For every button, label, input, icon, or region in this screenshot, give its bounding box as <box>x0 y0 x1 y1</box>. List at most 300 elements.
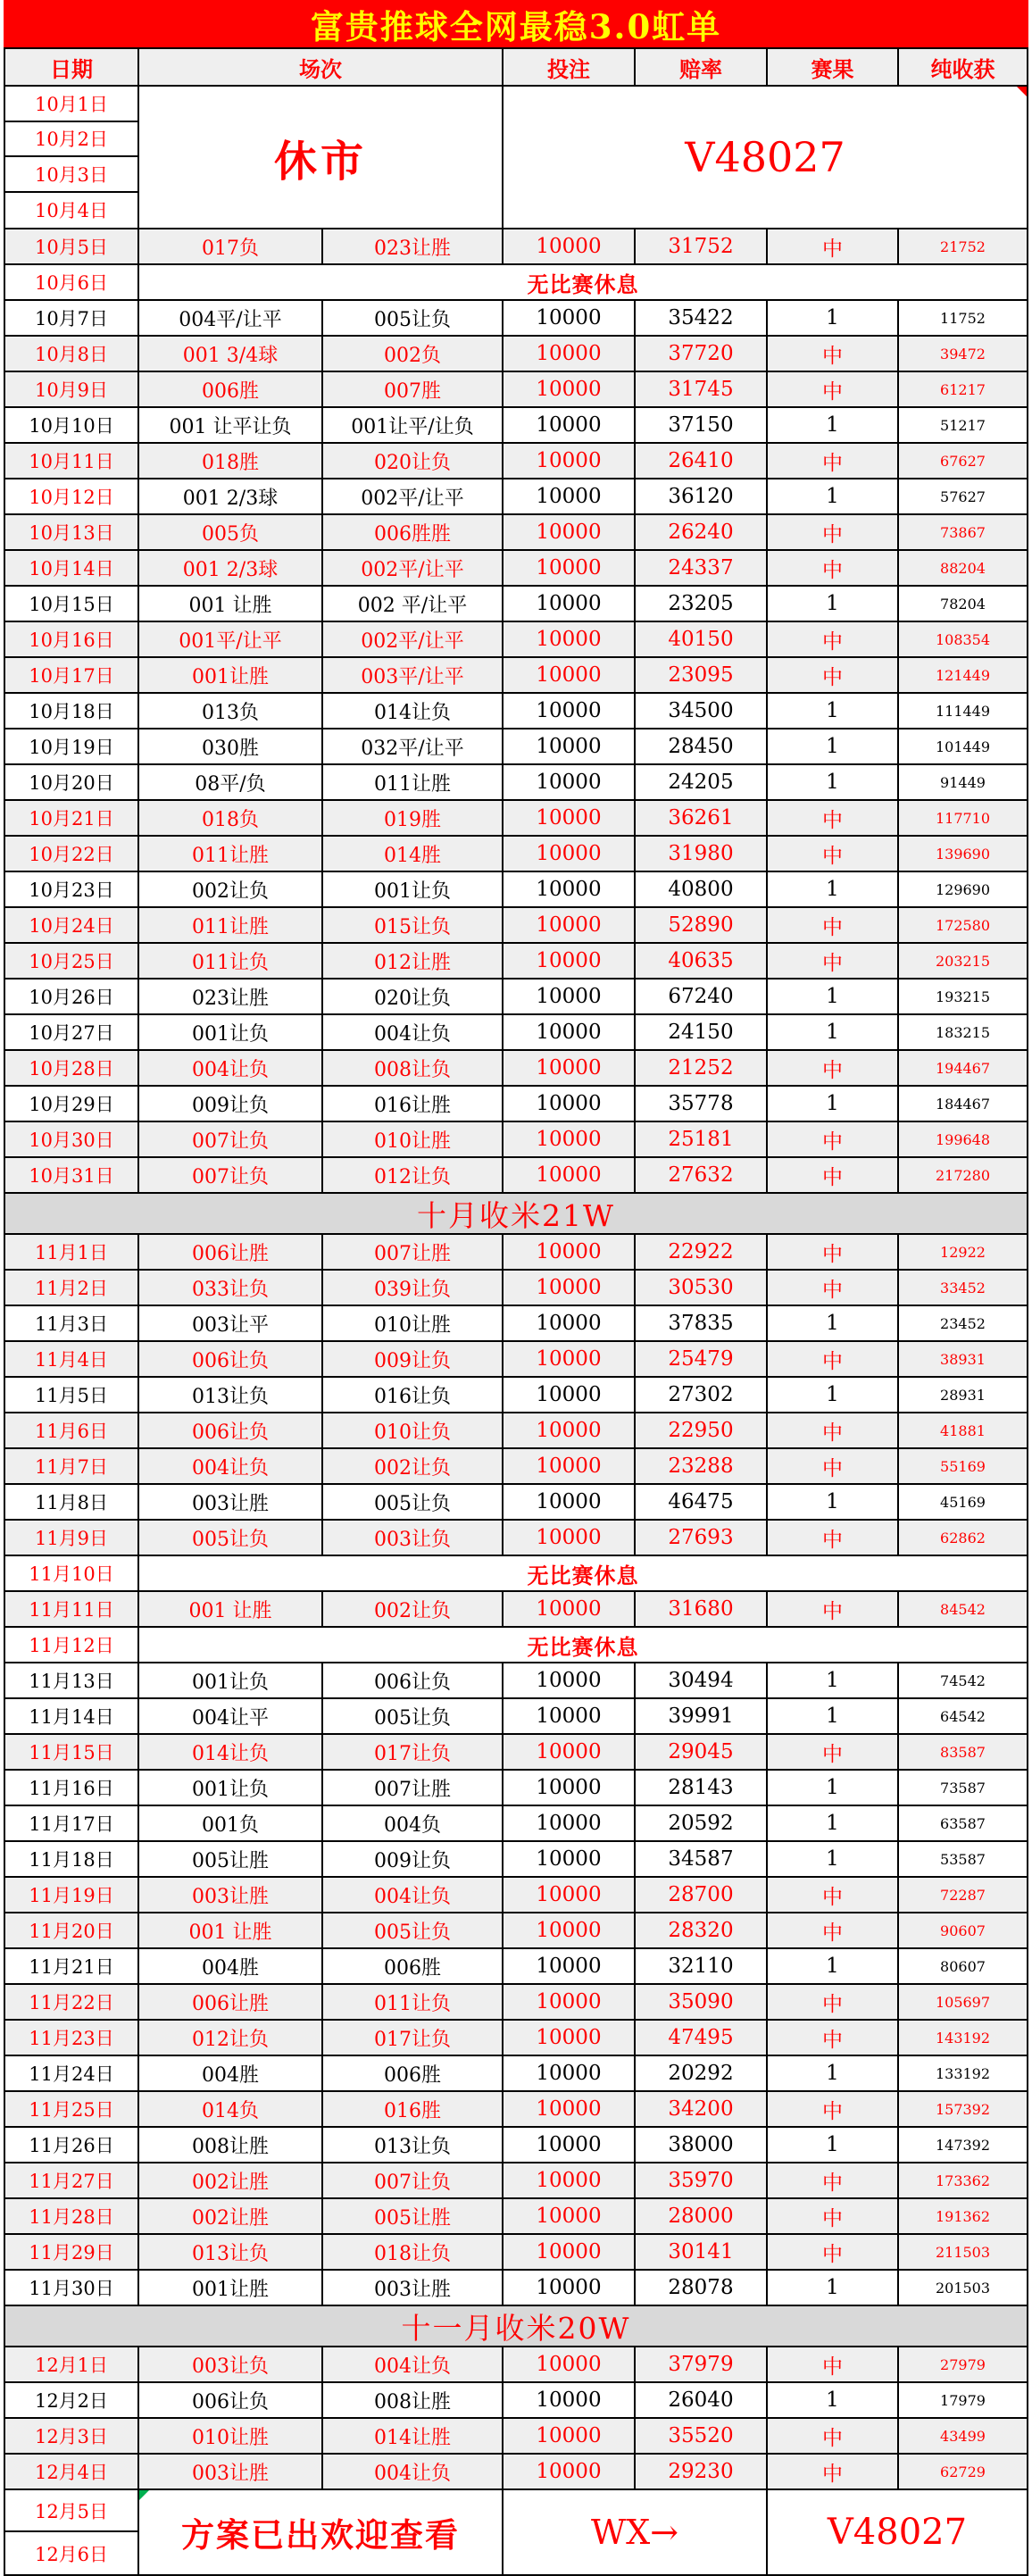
table-row <box>5 1122 1027 1158</box>
odds-cell: 37979 <box>636 2347 768 2381</box>
table-row <box>5 837 1027 872</box>
profit-cell: 73587 <box>940 1779 986 1797</box>
profit-cell: 201503 <box>935 2279 991 2297</box>
match1-cell: 007让负 <box>139 1122 323 1156</box>
odds-cell: 25181 <box>636 1122 768 1156</box>
odds-cell: 25479 <box>636 1342 768 1376</box>
bet-cell: 10000 <box>504 2347 636 2381</box>
table-row <box>5 587 1027 622</box>
profit-cell: 12922 <box>940 1243 986 1261</box>
match1-cell: 017负 <box>139 229 323 263</box>
date-cell: 11月22日 <box>5 1985 139 2019</box>
match1-cell: 003让负 <box>139 2347 323 2381</box>
match2-cell: 032平/让平 <box>323 729 504 763</box>
date-cell: 10月14日 <box>5 551 139 585</box>
date-cell: 12月2日 <box>5 2383 139 2417</box>
bet-cell: 10000 <box>504 1051 636 1085</box>
match1-cell: 001 让胜 <box>139 587 323 621</box>
bet-cell: 10000 <box>504 2383 636 2417</box>
table-row <box>5 1485 1027 1521</box>
profit-cell: 27979 <box>940 2355 986 2373</box>
result-cell: 中 <box>768 1878 899 1912</box>
table-row <box>5 1015 1027 1051</box>
bet-cell: 10000 <box>504 372 636 406</box>
match2-cell: 004负 <box>323 1806 504 1840</box>
rest-notice: 无比赛休息 <box>527 1562 639 1588</box>
bet-cell: 10000 <box>504 1413 636 1447</box>
result-cell: 中 <box>768 1413 899 1447</box>
bet-cell: 10000 <box>504 479 636 513</box>
profit-cell: 55169 <box>940 1457 986 1475</box>
betting-results-sheet <box>4 0 1028 2576</box>
table-row <box>5 2455 1027 2490</box>
result-cell: 1 <box>768 479 899 513</box>
match2-cell: 002负 <box>323 337 504 371</box>
match1-cell: 033让负 <box>139 1271 323 1305</box>
match1-cell: 003让平 <box>139 1306 323 1340</box>
table-row <box>5 980 1027 1015</box>
date-cell: 10月17日 <box>5 658 139 692</box>
profit-cell: 53587 <box>940 1850 986 1868</box>
match1-cell: 004平/让平 <box>139 301 323 335</box>
match2-cell: 006胜 <box>323 1949 504 1983</box>
profit-cell: 91449 <box>940 773 986 791</box>
date-cell: 10月6日 <box>5 265 139 299</box>
table-row <box>5 1521 1027 1556</box>
match1-cell: 005负 <box>139 515 323 549</box>
table-row <box>5 2128 1027 2163</box>
match1-cell: 014让负 <box>139 1735 323 1769</box>
table-row <box>5 1878 1027 1913</box>
date-cell: 10月24日 <box>5 908 139 942</box>
date-cell: 10月2日 <box>5 122 137 158</box>
match1-cell: 001 让平让负 <box>139 408 323 442</box>
match1-cell: 030胜 <box>139 729 323 763</box>
match1-cell: 011让胜 <box>139 837 323 871</box>
bet-cell: 10000 <box>504 2271 636 2305</box>
header-bet: 投注 <box>504 49 636 85</box>
odds-cell: 46475 <box>636 1485 768 1519</box>
table-row <box>5 1306 1027 1342</box>
match2-cell: 008让负 <box>323 1051 504 1085</box>
profit-cell: 62862 <box>940 1529 986 1546</box>
sheet-title: 富贵推球全网最稳3.0虹单 <box>4 0 1028 47</box>
date-cell: 11月3日 <box>5 1306 139 1340</box>
odds-cell: 28143 <box>636 1771 768 1805</box>
date-cell: 11月8日 <box>5 1485 139 1519</box>
odds-cell: 36261 <box>636 801 768 835</box>
bet-cell: 10000 <box>504 980 636 1013</box>
odds-cell: 24337 <box>636 551 768 585</box>
match2-cell: 011让胜 <box>323 765 504 799</box>
match1-cell: 004让平 <box>139 1699 323 1733</box>
match1-cell: 013让负 <box>139 2235 323 2269</box>
date-cell: 10月11日 <box>5 444 139 478</box>
wechat-label: WX→ <box>504 2490 768 2574</box>
profit-cell: 41881 <box>940 1421 986 1439</box>
result-cell: 1 <box>768 980 899 1013</box>
result-cell: 中 <box>768 1271 899 1305</box>
table-row <box>5 2163 1027 2199</box>
date-cell: 10月13日 <box>5 515 139 549</box>
table-body <box>5 87 1027 2574</box>
date-cell: 11月12日 <box>5 1628 139 1662</box>
date-cell: 12月6日 <box>34 2543 109 2565</box>
match1-cell: 001让负 <box>139 1015 323 1049</box>
bet-cell: 10000 <box>504 872 636 906</box>
date-cell: 10月26日 <box>5 980 139 1013</box>
bet-cell: 10000 <box>504 2419 636 2453</box>
results-table <box>4 47 1028 2576</box>
match2-cell: 009让负 <box>323 1342 504 1376</box>
date-cell: 10月1日 <box>5 87 137 122</box>
date-cell: 11月17日 <box>5 1806 139 1840</box>
table-row <box>5 408 1027 444</box>
result-cell: 中 <box>768 1592 899 1626</box>
profit-cell: 194467 <box>935 1059 991 1077</box>
date-column <box>5 2490 139 2574</box>
result-cell: 中 <box>768 1913 899 1947</box>
match2-cell: 014让负 <box>323 694 504 728</box>
match2-cell: 002 平/让平 <box>323 587 504 621</box>
match1-cell: 006让负 <box>139 1413 323 1447</box>
result-cell: 1 <box>768 2271 899 2305</box>
date-cell: 11月25日 <box>5 2092 139 2126</box>
rest-day-row <box>5 1628 1027 1663</box>
odds-cell: 29045 <box>636 1735 768 1769</box>
bet-cell: 10000 <box>504 2199 636 2233</box>
table-row <box>5 2419 1027 2455</box>
bet-cell: 10000 <box>504 1122 636 1156</box>
match1-cell: 006让胜 <box>139 1985 323 2019</box>
profit-cell: 28931 <box>940 1386 986 1404</box>
result-cell: 1 <box>768 2128 899 2162</box>
match2-cell: 039让负 <box>323 1271 504 1305</box>
match2-cell: 007让胜 <box>323 1235 504 1269</box>
date-cell: 11月21日 <box>5 1949 139 1983</box>
match1-cell: 010让胜 <box>139 2419 323 2453</box>
profit-cell: 117710 <box>935 809 991 827</box>
match1-cell: 004胜 <box>139 2056 323 2090</box>
profit-cell: 147392 <box>935 2136 991 2154</box>
date-cell: 10月9日 <box>5 372 139 406</box>
result-cell: 1 <box>768 408 899 442</box>
bet-cell: 10000 <box>504 694 636 728</box>
profit-cell: 39472 <box>940 345 986 363</box>
match2-cell: 023让胜 <box>323 229 504 263</box>
match2-cell: 019胜 <box>323 801 504 835</box>
profit-cell: 23452 <box>940 1314 986 1332</box>
match1-cell: 001让胜 <box>139 2271 323 2305</box>
result-cell: 1 <box>768 301 899 335</box>
bet-cell: 10000 <box>504 444 636 478</box>
bet-cell: 10000 <box>504 908 636 942</box>
odds-cell: 20592 <box>636 1806 768 1840</box>
match2-cell: 003让胜 <box>323 2271 504 2305</box>
profit-cell: 191362 <box>935 2207 991 2225</box>
match2-cell: 013让负 <box>323 2128 504 2162</box>
table-row <box>5 1663 1027 1699</box>
match2-cell: 020让负 <box>323 444 504 478</box>
table-row <box>5 2347 1027 2383</box>
odds-cell: 31980 <box>636 837 768 871</box>
result-cell: 中 <box>768 908 899 942</box>
month-summary-row <box>5 1194 1027 1235</box>
table-row <box>5 2383 1027 2419</box>
match2-cell: 002平/让平 <box>323 622 504 656</box>
comment-marker-red-icon <box>1017 87 1027 96</box>
table-row <box>5 1985 1027 2021</box>
match2-cell: 002平/让平 <box>323 479 504 513</box>
match2-cell: 005让负 <box>323 1485 504 1519</box>
date-cell: 11月26日 <box>5 2128 139 2162</box>
odds-cell: 39991 <box>636 1699 768 1733</box>
table-row <box>5 2235 1027 2271</box>
odds-cell: 27693 <box>636 1521 768 1555</box>
date-cell: 10月30日 <box>5 1122 139 1156</box>
odds-cell: 28320 <box>636 1913 768 1947</box>
result-cell: 中 <box>768 1122 899 1156</box>
table-row <box>5 1771 1027 1806</box>
odds-cell: 29230 <box>636 2455 768 2488</box>
profit-cell: 72287 <box>940 1886 986 1904</box>
bet-cell: 10000 <box>504 1271 636 1305</box>
profit-cell: 80607 <box>940 1957 986 1975</box>
odds-cell: 31680 <box>636 1592 768 1626</box>
match2-cell: 004让负 <box>323 2347 504 2381</box>
market-closed-label: 休市 <box>139 87 504 228</box>
profit-cell: 157392 <box>935 2100 991 2118</box>
profit-cell: 184467 <box>935 1095 991 1113</box>
date-cell: 10月16日 <box>5 622 139 656</box>
result-cell: 1 <box>768 2383 899 2417</box>
odds-cell: 38000 <box>636 2128 768 2162</box>
result-cell: 1 <box>768 872 899 906</box>
match1-cell: 001负 <box>139 1806 323 1840</box>
result-cell: 中 <box>768 229 899 263</box>
match2-cell: 017让负 <box>323 1735 504 1769</box>
profit-cell: 73867 <box>940 523 986 541</box>
date-cell: 10月5日 <box>5 229 139 263</box>
profit-cell: 74542 <box>940 1671 986 1689</box>
match2-cell: 006胜 <box>323 2056 504 2090</box>
odds-cell: 36120 <box>636 479 768 513</box>
date-cell: 10月19日 <box>5 729 139 763</box>
profit-cell: 78204 <box>940 595 986 613</box>
result-cell: 中 <box>768 2021 899 2055</box>
table-row <box>5 872 1027 908</box>
table-row <box>5 908 1027 944</box>
result-cell: 1 <box>768 1378 899 1412</box>
match2-cell: 002平/让平 <box>323 551 504 585</box>
bet-cell: 10000 <box>504 801 636 835</box>
result-cell: 中 <box>768 515 899 549</box>
odds-cell: 40635 <box>636 944 768 978</box>
bet-cell: 10000 <box>504 1985 636 2019</box>
match1-cell: 004让负 <box>139 1051 323 1085</box>
match2-cell: 003让负 <box>323 1521 504 1555</box>
result-cell: 中 <box>768 801 899 835</box>
table-row <box>5 1806 1027 1842</box>
match2-cell: 015让负 <box>323 908 504 942</box>
date-cell: 10月7日 <box>5 301 139 335</box>
table-row <box>5 1913 1027 1949</box>
result-cell: 中 <box>768 658 899 692</box>
rest-day-row <box>5 265 1027 301</box>
match1-cell: 007让负 <box>139 1158 323 1192</box>
bet-cell: 10000 <box>504 1521 636 1555</box>
date-cell: 11月7日 <box>5 1449 139 1483</box>
result-cell: 中 <box>768 1158 899 1192</box>
footer-row <box>5 2490 1027 2574</box>
comment-marker-green-icon <box>139 2490 149 2500</box>
table-row <box>5 372 1027 408</box>
match2-cell: 003平/让平 <box>323 658 504 692</box>
date-cell: 10月21日 <box>5 801 139 835</box>
profit-cell: 199648 <box>935 1130 991 1148</box>
odds-cell: 30530 <box>636 1271 768 1305</box>
table-row <box>5 551 1027 587</box>
table-row <box>5 1342 1027 1378</box>
table-row <box>5 622 1027 658</box>
table-row <box>5 301 1027 337</box>
table-row <box>5 1842 1027 1878</box>
date-cell: 11月9日 <box>5 1521 139 1555</box>
match1-cell: 001 让胜 <box>139 1592 323 1626</box>
match1-cell: 014负 <box>139 2092 323 2126</box>
table-row <box>5 1449 1027 1485</box>
bet-cell: 10000 <box>504 1087 636 1121</box>
date-cell: 12月1日 <box>5 2347 139 2381</box>
bet-cell: 10000 <box>504 2128 636 2162</box>
profit-cell: 173362 <box>935 2172 991 2189</box>
match2-cell: 002让负 <box>323 1449 504 1483</box>
date-cell: 11月5日 <box>5 1378 139 1412</box>
table-header <box>5 49 1027 87</box>
match2-cell: 002让负 <box>323 1592 504 1626</box>
odds-cell: 28450 <box>636 729 768 763</box>
odds-cell: 27302 <box>636 1378 768 1412</box>
result-cell: 1 <box>768 765 899 799</box>
odds-cell: 27632 <box>636 1158 768 1192</box>
match2-cell: 007让负 <box>323 2163 504 2197</box>
bet-cell: 10000 <box>504 1015 636 1049</box>
odds-cell: 21252 <box>636 1051 768 1085</box>
rest-day-row <box>5 1556 1027 1592</box>
match2-cell: 010让负 <box>323 1413 504 1447</box>
result-cell: 1 <box>768 1699 899 1733</box>
table-row <box>5 1051 1027 1087</box>
bet-cell: 10000 <box>504 301 636 335</box>
match1-cell: 004胜 <box>139 1949 323 1983</box>
match2-cell: 014让胜 <box>323 2419 504 2453</box>
match2-cell: 006胜胜 <box>323 515 504 549</box>
profit-cell: 111449 <box>935 702 991 720</box>
date-cell: 11月27日 <box>5 2163 139 2197</box>
date-cell: 11月24日 <box>5 2056 139 2090</box>
header-result: 赛果 <box>768 49 899 85</box>
odds-cell: 31745 <box>636 372 768 406</box>
match2-cell: 007让胜 <box>323 1771 504 1805</box>
date-cell: 11月30日 <box>5 2271 139 2305</box>
profit-cell: 129690 <box>935 880 991 898</box>
match1-cell: 005让负 <box>139 1521 323 1555</box>
match2-cell: 004让负 <box>323 1878 504 1912</box>
profit-cell: 64542 <box>940 1707 986 1725</box>
table-row <box>5 229 1027 265</box>
table-row <box>5 2021 1027 2056</box>
odds-cell: 37835 <box>636 1306 768 1340</box>
bet-cell: 10000 <box>504 1913 636 1947</box>
odds-cell: 35520 <box>636 2419 768 2453</box>
match1-cell: 08平/负 <box>139 765 323 799</box>
match1-cell: 002让胜 <box>139 2163 323 2197</box>
match1-cell: 006胜 <box>139 372 323 406</box>
date-cell: 11月4日 <box>5 1342 139 1376</box>
date-cell: 11月18日 <box>5 1842 139 1876</box>
date-cell: 12月5日 <box>5 2490 137 2532</box>
date-cell: 10月23日 <box>5 872 139 906</box>
bet-cell: 10000 <box>504 765 636 799</box>
bet-cell: 10000 <box>504 1771 636 1805</box>
result-cell: 中 <box>768 1342 899 1376</box>
table-row <box>5 1413 1027 1449</box>
bet-cell: 10000 <box>504 729 636 763</box>
profit-cell: 17979 <box>940 2391 986 2409</box>
header-profit: 纯收获 <box>930 55 995 82</box>
odds-cell: 35090 <box>636 1985 768 2019</box>
bet-cell: 10000 <box>504 658 636 692</box>
match2-cell: 005让负 <box>323 1913 504 1947</box>
result-cell: 1 <box>768 1015 899 1049</box>
profit-cell: 84542 <box>940 1600 986 1618</box>
contact-code: V48027 <box>504 87 1027 228</box>
odds-cell: 37150 <box>636 408 768 442</box>
result-cell: 中 <box>768 372 899 406</box>
match2-cell: 016胜 <box>323 2092 504 2126</box>
date-cell: 11月29日 <box>5 2235 139 2269</box>
plan-ready-notice: 方案已出欢迎查看 <box>139 2490 504 2574</box>
match1-cell: 004让负 <box>139 1449 323 1483</box>
table-row <box>5 2092 1027 2128</box>
bet-cell: 10000 <box>504 1342 636 1376</box>
result-cell: 1 <box>768 1771 899 1805</box>
result-cell: 中 <box>768 622 899 656</box>
date-cell: 11月2日 <box>5 1271 139 1305</box>
table-row <box>5 1592 1027 1628</box>
odds-cell: 30141 <box>636 2235 768 2269</box>
match2-cell: 001让负 <box>323 872 504 906</box>
match1-cell: 002让胜 <box>139 2199 323 2233</box>
bet-cell: 10000 <box>504 1878 636 1912</box>
odds-cell: 40150 <box>636 622 768 656</box>
market-closed-row <box>5 87 1027 229</box>
table-row <box>5 801 1027 837</box>
result-cell: 中 <box>768 1051 899 1085</box>
profit-cell: 51217 <box>940 416 986 434</box>
month-summary-label: 十月收米21W <box>417 1197 615 1233</box>
table-row <box>5 658 1027 694</box>
result-cell: 1 <box>768 587 899 621</box>
profit-cell: 45169 <box>940 1493 986 1511</box>
date-cell: 11月1日 <box>5 1235 139 1269</box>
match1-cell: 003让胜 <box>139 1485 323 1519</box>
match1-cell: 001 2/3球 <box>139 551 323 585</box>
date-cell: 11月13日 <box>5 1663 139 1697</box>
table-row <box>5 1087 1027 1122</box>
date-cell: 11月19日 <box>5 1878 139 1912</box>
profit-cell: 43499 <box>940 2427 986 2445</box>
